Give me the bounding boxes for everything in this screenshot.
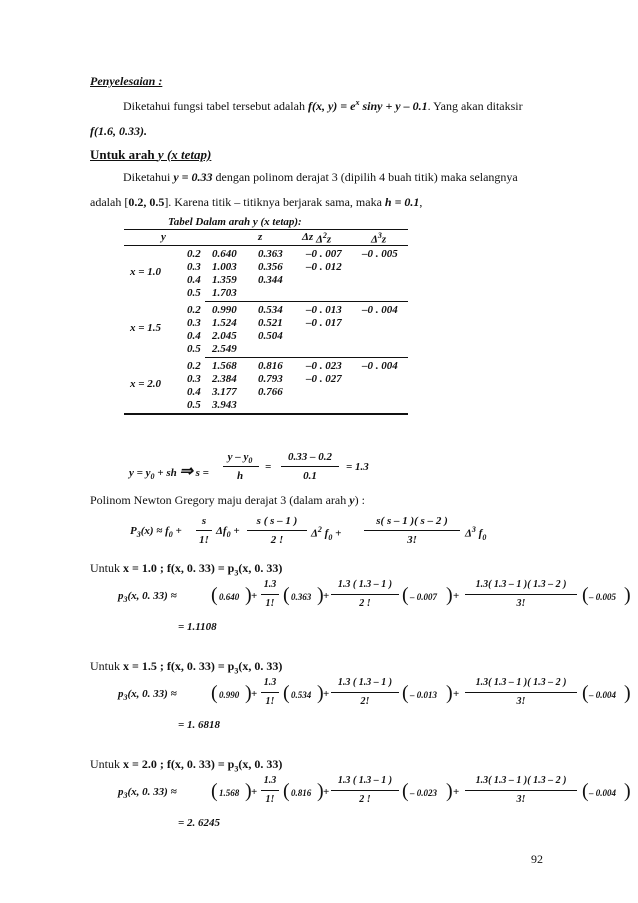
table-cell-d2: –0 . 017 [306, 317, 342, 329]
close-paren: ) [317, 682, 324, 704]
s-frac1-den: h [236, 470, 244, 482]
open-paren: ( [211, 682, 218, 704]
table-cell-y: 0.5 [187, 399, 201, 411]
table-cell-y: 0.3 [187, 261, 201, 273]
case-t2-num: 1.3 ( 1.3 – 1 ) [337, 579, 393, 590]
case-heading: Untuk x = 2.0 ; f(x, 0. $33) = p_3(x$, 0. 33) [90, 757, 283, 774]
case-t3-den: 3! [516, 696, 526, 707]
case-t2-den: 2 ! [359, 794, 371, 805]
s-frac1-num: y – $y_0$ [227, 451, 253, 466]
solution-heading: Penyelesaian : [90, 74, 163, 88]
table-cell-d3: –0 . 005 [362, 248, 398, 260]
case-t3-num: 1.3( 1.3 – 1 )( 1.3 – 2 ) [475, 775, 567, 786]
s-frac2-line [281, 466, 339, 467]
case-t1-line [261, 594, 279, 595]
close-paren: ) [624, 584, 631, 606]
table-group-label: x = 1.5 [130, 321, 162, 334]
section-title: Untuk arah y (x tetap) [90, 147, 212, 162]
close-paren: ) [245, 584, 252, 606]
newton-t3-tail: $\Delta^3$ $f_0$ [465, 525, 487, 542]
plus-sign: + [323, 688, 330, 700]
newton-t2-line [247, 530, 307, 531]
table-cell-z: 3.177 [212, 386, 237, 398]
section-para-2: adalah [0.2, 0.5]. Karena titik – titiknya berjarak sama, maka h = 0.1, [90, 195, 423, 209]
implies-arrow: ⇒ [179, 463, 193, 480]
table-cell-z: 0.990 [212, 304, 237, 316]
case-t1-line [261, 790, 279, 791]
table-cell-y: 0.2 [187, 360, 201, 372]
case-d2-value: – 0.007 [410, 592, 437, 602]
case-d3-value: – 0.004 [589, 690, 616, 700]
close-paren: ) [245, 682, 252, 704]
table-group-label: x = 2.0 [130, 377, 162, 390]
plus-sign: + [251, 786, 258, 798]
table-cell-d3: –0 . 004 [362, 360, 398, 372]
table-cell-y: 0.4 [187, 386, 201, 398]
newton-t3-num: s( s – 1 )( s – 2 ) [376, 515, 448, 527]
open-paren: ( [211, 584, 218, 606]
table-header-y: y [161, 231, 166, 243]
table-cell-y: 0.5 [187, 343, 201, 355]
table-cell-z: 3.943 [212, 399, 237, 411]
plus-sign: + [453, 688, 460, 700]
newton-t2-tail: $\Delta^2$ $f_0$ + [311, 525, 342, 542]
s-formula-eq: = [265, 461, 272, 473]
table-cell-z: 1.359 [212, 274, 237, 286]
case-t1-den: 1! [265, 598, 275, 609]
newton-t1-num: s [201, 515, 207, 527]
case-d2-value: – 0.013 [410, 690, 437, 700]
table-cell-y: 0.5 [187, 287, 201, 299]
case-f0-value: 0.640 [219, 592, 240, 602]
case-d3-value: – 0.004 [589, 788, 616, 798]
table-cell-d1: 0.816 [258, 360, 283, 372]
table-cell-d1: 0.356 [258, 261, 283, 273]
open-paren: ( [211, 780, 218, 802]
open-paren: ( [402, 584, 409, 606]
case-t1-num: 1.3 [263, 775, 277, 786]
table-header-z: z [258, 231, 263, 243]
page-number: 92 [531, 852, 543, 866]
close-paren: ) [446, 780, 453, 802]
table-group-rule [205, 301, 408, 302]
close-paren: ) [624, 780, 631, 802]
case-t3-num: 1.3( 1.3 – 1 )( 1.3 – 2 ) [475, 579, 567, 590]
newton-t2-num: s ( s – 1 ) [256, 515, 298, 527]
case-result: = 2. 6245 [178, 817, 221, 829]
table-cell-y: 0.2 [187, 248, 201, 260]
case-t3-line [465, 692, 577, 693]
newton-intro: Polinom Newton Gregory maju derajat 3 (dalam arah y) : [90, 493, 365, 507]
table-header-dz: Δz [302, 231, 314, 243]
case-t1-line [261, 692, 279, 693]
case-lhs: $p_3(x$, 0. 33) ≈ [118, 590, 177, 605]
table-header-rule [124, 245, 408, 246]
case-d3-value: – 0.005 [589, 592, 616, 602]
newton-t1-den: 1! [199, 534, 209, 546]
intro-line-1: Diketahui fungsi tabel tersebut adalah f(x, $y) = e^x$ siny + y – 0.1. Yang akan ditaksir [123, 98, 523, 113]
table-cell-d3: –0 . 004 [362, 304, 398, 316]
open-paren: ( [402, 780, 409, 802]
case-f0-value: 0.990 [219, 690, 240, 700]
table-cell-z: 2.045 [212, 330, 237, 342]
newton-lhs: $P_3(x) \approx f_0$ + [130, 525, 182, 540]
table-header-d2z: $\Delta^2z$ [316, 231, 332, 246]
table-cell-d1: 0.363 [258, 248, 283, 260]
table-cell-d1: 0.793 [258, 373, 283, 385]
table-cell-d2: –0 . 012 [306, 261, 342, 273]
table-top-rule [124, 229, 408, 230]
table-cell-d1: 0.504 [258, 330, 283, 342]
case-t2-den: 2 ! [359, 598, 371, 609]
case-t1-num: 1.3 [263, 677, 277, 688]
table-cell-y: 0.4 [187, 274, 201, 286]
table-cell-z: 2.384 [212, 373, 237, 385]
close-paren: ) [317, 584, 324, 606]
plus-sign: + [453, 786, 460, 798]
close-paren: ) [446, 584, 453, 606]
close-paren: ) [446, 682, 453, 704]
open-paren: ( [582, 780, 589, 802]
newton-t1-line [196, 530, 212, 531]
case-t1-num: 1.3 [263, 579, 277, 590]
table-cell-z: 1.568 [212, 360, 237, 372]
case-result: = 1.1108 [178, 621, 217, 633]
open-paren: ( [402, 682, 409, 704]
case-d1-value: 0.816 [291, 788, 312, 798]
table-cell-y: 0.2 [187, 304, 201, 316]
table-cell-d1: 0.766 [258, 386, 283, 398]
case-lhs: $p_3(x$, 0. 33) ≈ [118, 688, 177, 703]
case-t2-line [331, 790, 399, 791]
s-formula-result: = 1.3 [346, 461, 369, 473]
close-paren: ) [317, 780, 324, 802]
newton-t3-den: 3! [407, 534, 417, 546]
table-cell-d2: –0 . 013 [306, 304, 342, 316]
table-cell-y: 0.3 [187, 373, 201, 385]
case-t1-den: 1! [265, 696, 275, 707]
table-cell-d2: –0 . 023 [306, 360, 342, 372]
plus-sign: + [453, 590, 460, 602]
table-group-rule [205, 357, 408, 358]
plus-sign: + [251, 590, 258, 602]
plus-sign: + [323, 786, 330, 798]
open-paren: ( [283, 682, 290, 704]
close-paren: ) [245, 780, 252, 802]
open-paren: ( [283, 584, 290, 606]
section-para-1: Diketahui y = 0.33 dengan polinom derajat 3 (dipilih 4 buah titik) maka selangnya [123, 170, 518, 184]
table-cell-y: 0.4 [187, 330, 201, 342]
intro-line-2: f(1.6, 0.33). [90, 124, 147, 138]
case-f0-value: 1.568 [219, 788, 240, 798]
table-group-rule [124, 413, 408, 415]
case-t3-num: 1.3( 1.3 – 1 )( 1.3 – 2 ) [475, 677, 567, 688]
table-cell-z: 0.640 [212, 248, 237, 260]
table-cell-d1: 0.344 [258, 274, 283, 286]
table-header-d3z: $\Delta^3z$ [371, 231, 387, 246]
case-d1-value: 0.534 [291, 690, 312, 700]
case-t2-num: 1.3 ( 1.3 – 1 ) [337, 775, 393, 786]
case-t2-num: 1.3 ( 1.3 – 1 ) [337, 677, 393, 688]
s-frac2-num: 0.33 – 0.2 [288, 451, 332, 463]
case-lhs: $p_3(x$, 0. 33) ≈ [118, 786, 177, 801]
open-paren: ( [582, 584, 589, 606]
case-d1-value: 0.363 [291, 592, 312, 602]
table-cell-z: 1.524 [212, 317, 237, 329]
case-t2-line [331, 692, 399, 693]
case-result: = 1. 6818 [178, 719, 221, 731]
plus-sign: + [323, 590, 330, 602]
case-t2-line [331, 594, 399, 595]
close-paren: ) [624, 682, 631, 704]
newton-t1-tail: $\Delta f_0$ + [216, 525, 240, 540]
table-cell-d2: –0 . 027 [306, 373, 342, 385]
table-cell-z: 2.549 [212, 343, 237, 355]
case-heading: Untuk x = 1.0 ; f(x, 0. $33) = p_3(x$, 0. 33) [90, 561, 283, 578]
case-t3-line [465, 790, 577, 791]
table-caption: Tabel Dalam arah y (x tetap): [168, 216, 302, 228]
case-t1-den: 1! [265, 794, 275, 805]
case-t2-den: 2! [360, 696, 370, 707]
case-d2-value: – 0.023 [410, 788, 437, 798]
s-frac1-line [223, 466, 259, 467]
open-paren: ( [283, 780, 290, 802]
table-cell-d2: –0 . 007 [306, 248, 342, 260]
table-cell-y: 0.3 [187, 317, 201, 329]
table-cell-d1: 0.534 [258, 304, 283, 316]
plus-sign: + [251, 688, 258, 700]
table-cell-d1: 0.521 [258, 317, 283, 329]
case-heading: Untuk x = 1.5 ; f(x, 0. $33) = p_3(x$, 0. 33) [90, 659, 283, 676]
newton-t3-line [364, 530, 460, 531]
case-t3-den: 3! [516, 794, 526, 805]
case-t3-den: 3! [516, 598, 526, 609]
s-frac2-den: 0.1 [303, 470, 317, 482]
open-paren: ( [582, 682, 589, 704]
table-cell-z: 1.703 [212, 287, 237, 299]
s-formula-lhs: $y = y_0$ + sh ⇒ s = [129, 463, 209, 482]
table-group-label: x = 1.0 [130, 265, 162, 278]
newton-t2-den: 2 ! [270, 534, 284, 546]
case-t3-line [465, 594, 577, 595]
table-cell-z: 1.003 [212, 261, 237, 273]
